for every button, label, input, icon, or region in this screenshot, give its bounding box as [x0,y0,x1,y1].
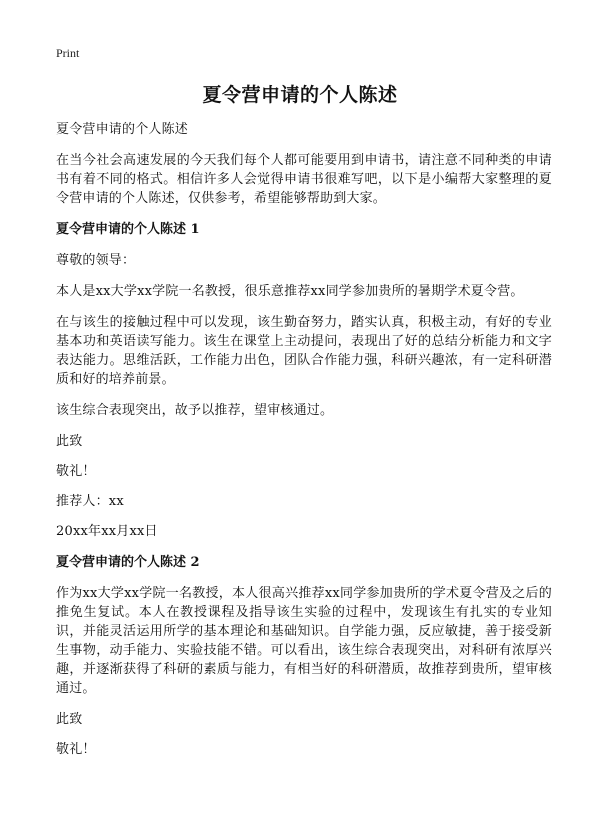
section-2-closing-2: 敬礼！ [56,742,96,757]
print-link[interactable]: Print [56,46,80,60]
section-1-salutation: 尊敬的领导： [56,253,136,268]
section-1-closing-1: 此致 [56,434,83,449]
intro-paragraph: 在当今社会高速发展的今天我们每个人都可能要用到申请书，请注意不同种类的申请书有着不同的格式。相信许多人会觉得申请书很难写吧，以下是小编帮大家整理的夏令营申请的个人陈述，仅供参考，希望能够帮助到大家。 [56,153,552,206]
section-1-signer: 推荐人：xx [56,494,124,509]
section-1-paragraph-2: 在与该生的接触过程中可以发现，该生勤奋努力，踏实认真，积极主动，有好的专业基本功和英语读写能力。该生在课堂上主动提问，表现出了好的总结分析能力和文字表达能力。思维活跃，工作能力出色，团队合作能力强，科研兴趣浓，有一定科研潜质和好的培养前景。 [56,315,552,387]
section-1-date: 20xx年xx月xx日 [56,524,158,539]
section-1-closing-2: 敬礼！ [56,464,96,479]
article-subtitle: 夏令营申请的个人陈述 [56,122,189,137]
section-2-heading: 夏令营申请的个人陈述 2 [56,555,200,570]
section-1-paragraph-1: 本人是xx大学xx学院一名教授，很乐意推荐xx同学参加贵所的暑期学术夏令营。 [56,284,524,299]
section-2-closing-1: 此致 [56,712,83,727]
page-title: 夏令营申请的个人陈述 [202,84,398,106]
article-body [56,120,552,770]
section-2-paragraph-1: 作为xx大学xx学院一名教授，本人很高兴推荐xx同学参加贵所的学术夏令营及之后的推免生复试。本人在教授课程及指导该生实验的过程中，发现该生有扎实的专业知识，并能灵活运用所学的基本理论和基础知识。自学能力强，反应敏捷，善于接受新生事物，动手能力、实验技能不错。可以看出，该生综合表现突出，对科研有浓厚兴趣，并逐渐获得了科研的素质与能力，有相当好的科研潜质，故推荐到贵所，望审核通过。 [56,586,552,696]
section-1-paragraph-3: 该生综合表现突出，故予以推荐，望审核通过。 [56,403,334,418]
section-1-heading: 夏令营申请的个人陈述 1 [56,222,200,237]
